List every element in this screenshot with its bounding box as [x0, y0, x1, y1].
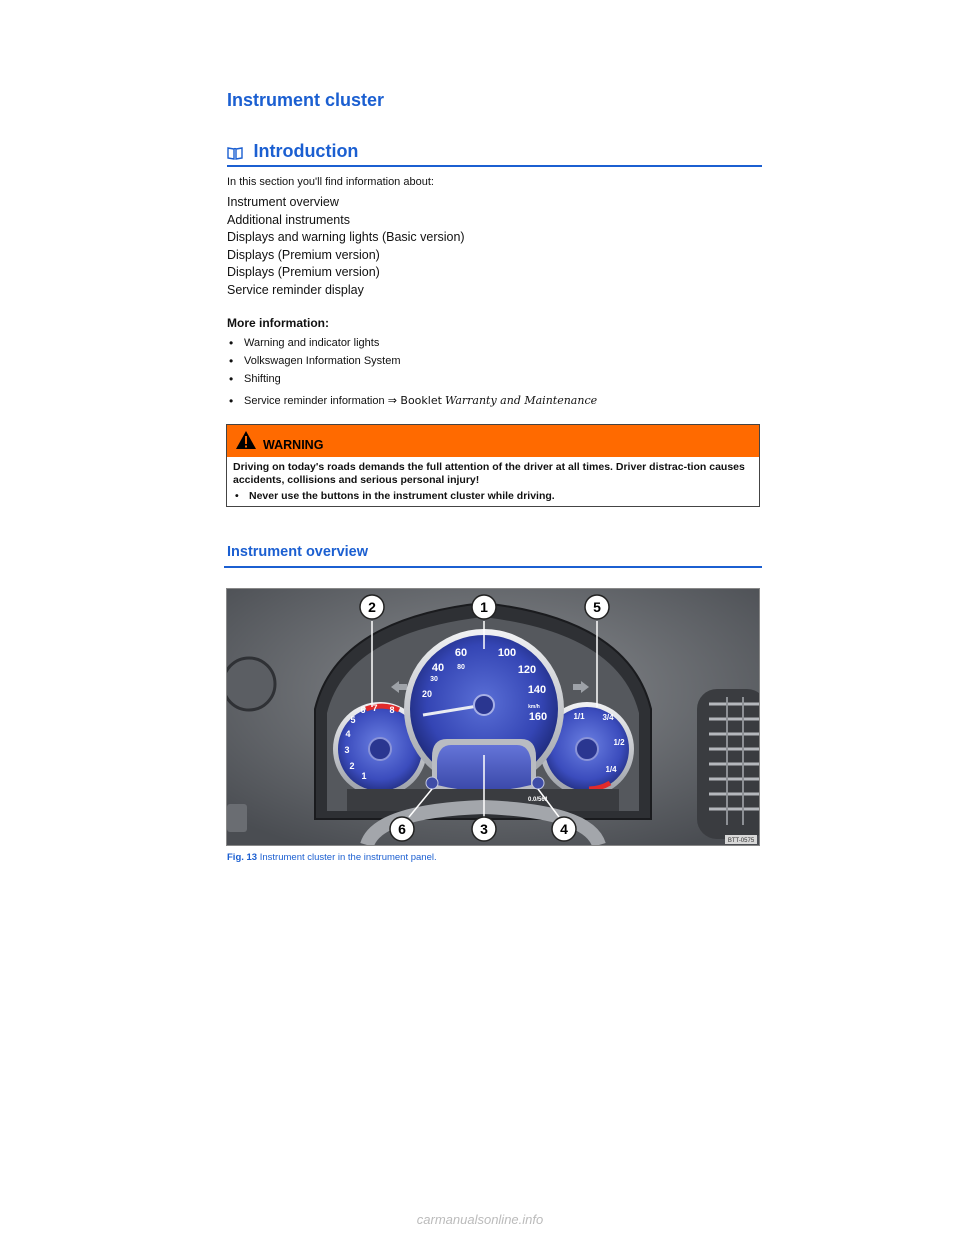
warning-header	[227, 425, 759, 457]
tacho-label: 6	[360, 705, 366, 715]
toc-link[interactable]: Instrument overview	[227, 195, 339, 209]
booklet-ref[interactable]: Warranty and Maintenance	[444, 394, 598, 407]
warning-title: WARNING	[263, 438, 324, 452]
tacho-label: 8	[389, 705, 395, 715]
speed-label: 20	[421, 689, 433, 699]
fuel-label: 1/2	[613, 738, 625, 747]
speed-label: 160	[528, 711, 548, 723]
callout-label: 6	[398, 821, 406, 837]
figure-code: BTT-0575	[727, 838, 755, 844]
speed-label: 120	[517, 664, 537, 676]
site-watermark[interactable]: carmanualsonline.info	[416, 1212, 544, 1227]
caption-label: Fig. 13	[227, 852, 258, 863]
instrument-cluster-image	[227, 589, 759, 845]
instrument-cluster-figure	[226, 588, 760, 846]
tacho-label: 2	[349, 761, 355, 771]
bullet-item-service	[227, 394, 597, 412]
toc-link[interactable]: Displays and warning lights (Basic version)	[227, 230, 465, 244]
warning-box	[226, 424, 760, 507]
unit-label: km/h	[528, 704, 540, 710]
callout-label: 4	[560, 821, 568, 837]
figure-caption	[227, 852, 437, 863]
toc-link[interactable]: Service reminder display	[227, 282, 364, 297]
book-icon	[227, 146, 243, 160]
speed-label: 40	[431, 662, 445, 674]
section-heading-row	[227, 141, 762, 167]
tacho-label: 5	[350, 715, 356, 725]
warning-body	[227, 457, 759, 503]
subsection-title: Instrument overview	[227, 544, 369, 560]
callout-label: 2	[368, 599, 376, 615]
service-text: Service reminder information	[244, 395, 385, 407]
callout-label: 5	[593, 599, 601, 615]
toc-list	[227, 194, 465, 299]
fuel-label: 1/4	[605, 765, 617, 774]
page-title: Instrument cluster	[227, 90, 385, 110]
tacho-label: 1	[361, 771, 367, 781]
toc-link[interactable]: Additional instruments	[227, 212, 350, 227]
tacho-label: 4	[345, 729, 351, 739]
bullet-item[interactable]: • Shifting	[227, 372, 597, 390]
intro-text: In this section you'll find information about:	[227, 176, 434, 188]
fuel-label: 1/1	[573, 712, 585, 721]
section-title: Introduction	[253, 141, 359, 161]
speed-label: 80	[457, 664, 465, 671]
speed-label: 140	[527, 684, 547, 696]
fuel-label: 3/4	[602, 713, 614, 722]
more-info-list	[227, 336, 597, 412]
caption-text: Instrument cluster in the instrument panel.	[259, 852, 437, 863]
warning-icon	[235, 430, 257, 450]
tacho-label: 3	[344, 745, 350, 755]
warning-text: Driving on today's roads demands the full attention of the driver at all times. Driver distrac-tion causes accidents, collisions and serious personal injury!	[233, 461, 745, 486]
warning-bullet: • Never use the buttons in the instrument cluster while driving.	[233, 490, 753, 503]
speed-label: 30	[430, 676, 438, 683]
bullet-item[interactable]: • Warning and indicator lights	[227, 336, 597, 354]
tacho-label: 7	[372, 703, 378, 713]
odometer-readout: 0.0/561	[527, 797, 549, 803]
callout-label: 1	[480, 599, 488, 615]
bullet-item[interactable]: • Volkswagen Information System	[227, 354, 597, 372]
subsection-heading-row	[224, 544, 762, 568]
callout-label: 3	[480, 821, 488, 837]
speed-label: 100	[497, 647, 517, 659]
booklet-link[interactable]: ⇒ Booklet	[387, 394, 442, 407]
speed-label: 60	[454, 647, 468, 659]
more-info-label: More information:	[227, 316, 329, 330]
toc-link[interactable]: Displays (Premium version)	[227, 265, 380, 279]
toc-link[interactable]: Displays (Premium version)	[227, 247, 380, 262]
